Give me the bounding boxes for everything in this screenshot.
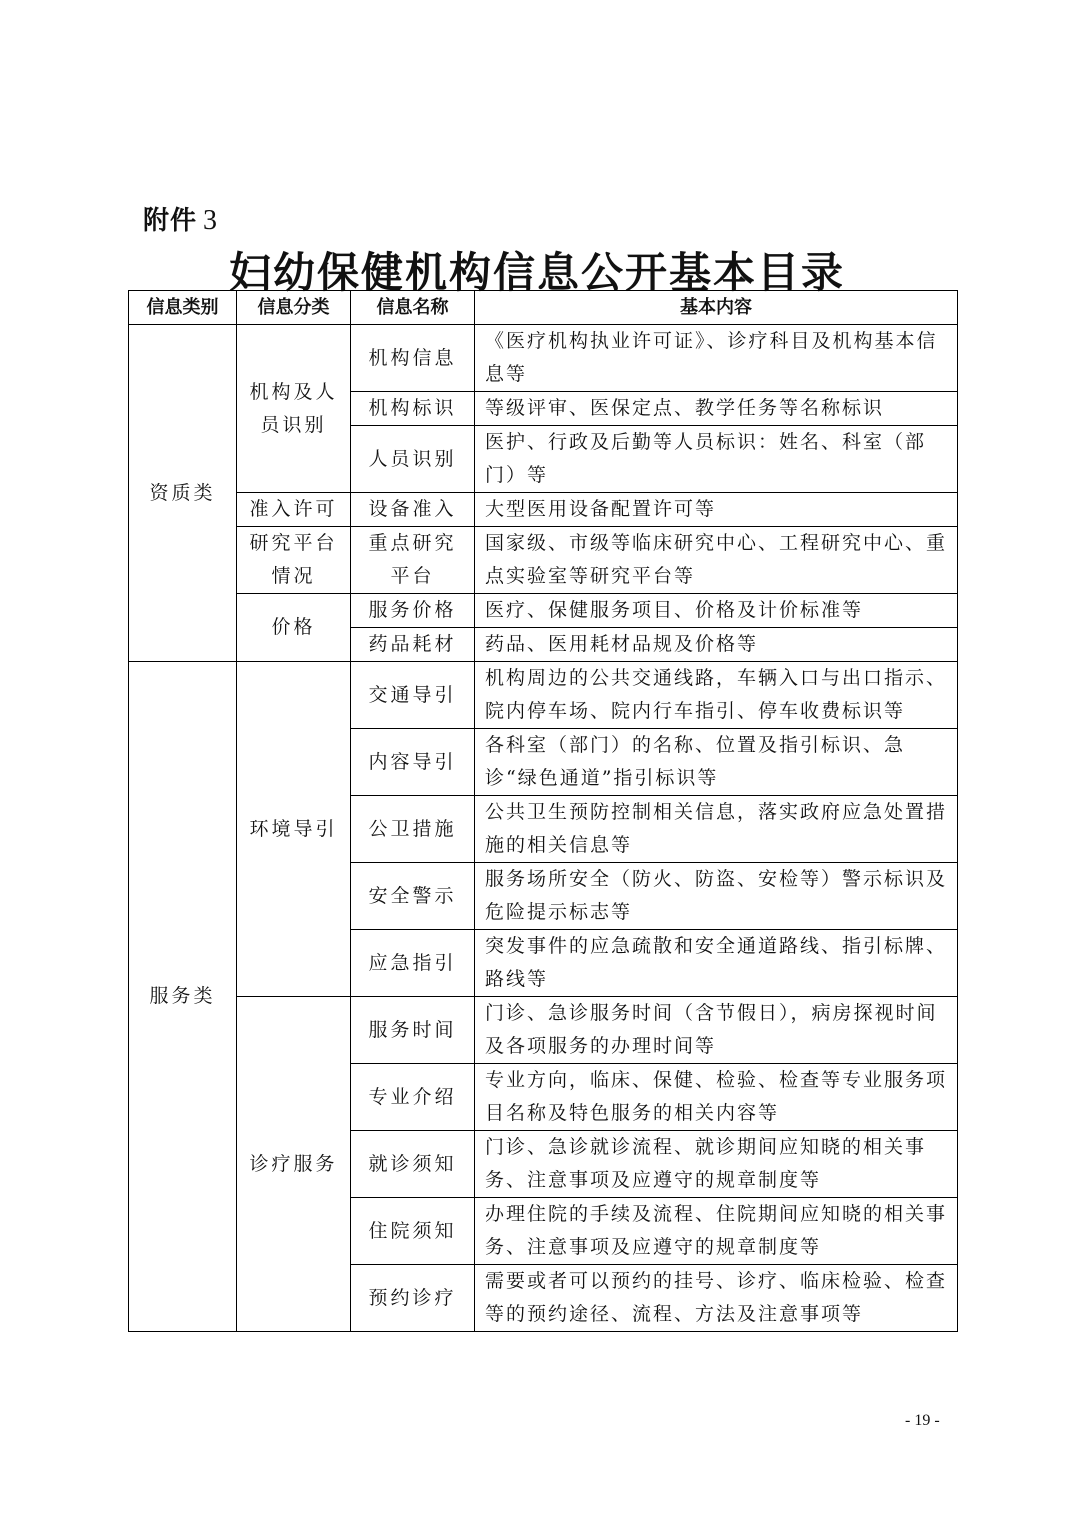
subgroup-text: 研究平台情况 xyxy=(249,532,338,587)
content-cell: 等级评审、医保定点、教学任务等名称标识 xyxy=(475,392,958,426)
subgroup-cell: 价格 xyxy=(237,594,351,662)
page-title: 妇幼保健机构信息公开基本目录 xyxy=(228,248,845,297)
name-cell: 设备准入 xyxy=(351,493,475,527)
table-row xyxy=(129,527,958,594)
name-cell: 服务价格 xyxy=(351,594,475,628)
catalog-table xyxy=(128,290,958,1332)
content-cell: 门诊、急诊服务时间（含节假日），病房探视时间及各项服务的办理时间等 xyxy=(475,997,958,1064)
name-text: 重点研究平台 xyxy=(368,532,457,587)
table-row xyxy=(129,594,958,628)
header-name: 信息名称 xyxy=(351,291,475,325)
name-cell: 公卫措施 xyxy=(351,796,475,863)
attachment-text: 附件 xyxy=(143,206,198,236)
subgroup-cell xyxy=(237,325,351,493)
attachment-label xyxy=(143,200,218,237)
name-cell: 交通导引 xyxy=(351,662,475,729)
content-cell: 国家级、市级等临床研究中心、工程研究中心、重点实验室等研究平台等 xyxy=(475,527,958,594)
content-cell: 突发事件的应急疏散和安全通道路线、指引标牌、路线等 xyxy=(475,930,958,997)
subgroup-cell xyxy=(237,527,351,594)
name-cell: 预约诊疗 xyxy=(351,1265,475,1332)
content-cell: 《医疗机构执业许可证》、诊疗科目及机构基本信息等 xyxy=(475,325,958,392)
content-cell: 大型医用设备配置许可等 xyxy=(475,493,958,527)
content-cell: 医护、行政及后勤等人员标识：姓名、科室（部门）等 xyxy=(475,426,958,493)
subgroup-cell: 诊疗服务 xyxy=(237,997,351,1332)
page-number: - 19 - xyxy=(905,1412,940,1429)
name-cell xyxy=(351,527,475,594)
table-row xyxy=(129,662,958,729)
subgroup-text: 机构及人员识别 xyxy=(249,380,338,436)
content-cell: 药品、医用耗材品规及价格等 xyxy=(475,628,958,662)
content-cell: 公共卫生预防控制相关信息，落实政府应急处置措施的相关信息等 xyxy=(475,796,958,863)
name-cell: 人员识别 xyxy=(351,426,475,493)
content-cell: 办理住院的手续及流程、住院期间应知晓的相关事务、注意事项及应遵守的规章制度等 xyxy=(475,1198,958,1265)
group-cell: 资质类 xyxy=(129,325,237,662)
content-cell: 专业方向，临床、保健、检验、检查等专业服务项目名称及特色服务的相关内容等 xyxy=(475,1064,958,1131)
subgroup-cell: 准入许可 xyxy=(237,493,351,527)
name-cell: 应急指引 xyxy=(351,930,475,997)
name-cell: 专业介绍 xyxy=(351,1064,475,1131)
name-cell: 安全警示 xyxy=(351,863,475,930)
attachment-number: 3 xyxy=(203,205,219,236)
table-row xyxy=(129,997,958,1064)
name-cell: 服务时间 xyxy=(351,997,475,1064)
header-content: 基本内容 xyxy=(475,291,958,325)
table-row xyxy=(129,493,958,527)
table-row xyxy=(129,325,958,392)
table-header-row xyxy=(129,291,958,325)
content-cell: 医疗、保健服务项目、价格及计价标准等 xyxy=(475,594,958,628)
name-cell: 机构标识 xyxy=(351,392,475,426)
content-cell: 门诊、急诊就诊流程、就诊期间应知晓的相关事务、注意事项及应遵守的规章制度等 xyxy=(475,1131,958,1198)
content-cell: 需要或者可以预约的挂号、诊疗、临床检验、检查等的预约途径、流程、方法及注意事项等 xyxy=(475,1265,958,1332)
content-cell: 各科室（部门）的名称、位置及指引标识、急诊“绿色通道”指引标识等 xyxy=(475,729,958,796)
name-cell: 机构信息 xyxy=(351,325,475,392)
name-cell: 住院须知 xyxy=(351,1198,475,1265)
header-category: 信息类别 xyxy=(129,291,237,325)
content-cell: 服务场所安全（防火、防盗、安检等）警示标识及危险提示标志等 xyxy=(475,863,958,930)
name-cell: 内容导引 xyxy=(351,729,475,796)
header-classification: 信息分类 xyxy=(237,291,351,325)
name-cell: 就诊须知 xyxy=(351,1131,475,1198)
subgroup-cell: 环境导引 xyxy=(237,662,351,997)
name-cell: 药品耗材 xyxy=(351,628,475,662)
content-cell: 机构周边的公共交通线路，车辆入口与出口指示、院内停车场、院内行车指引、停车收费标识等 xyxy=(475,662,958,729)
group-cell: 服务类 xyxy=(129,662,237,1332)
